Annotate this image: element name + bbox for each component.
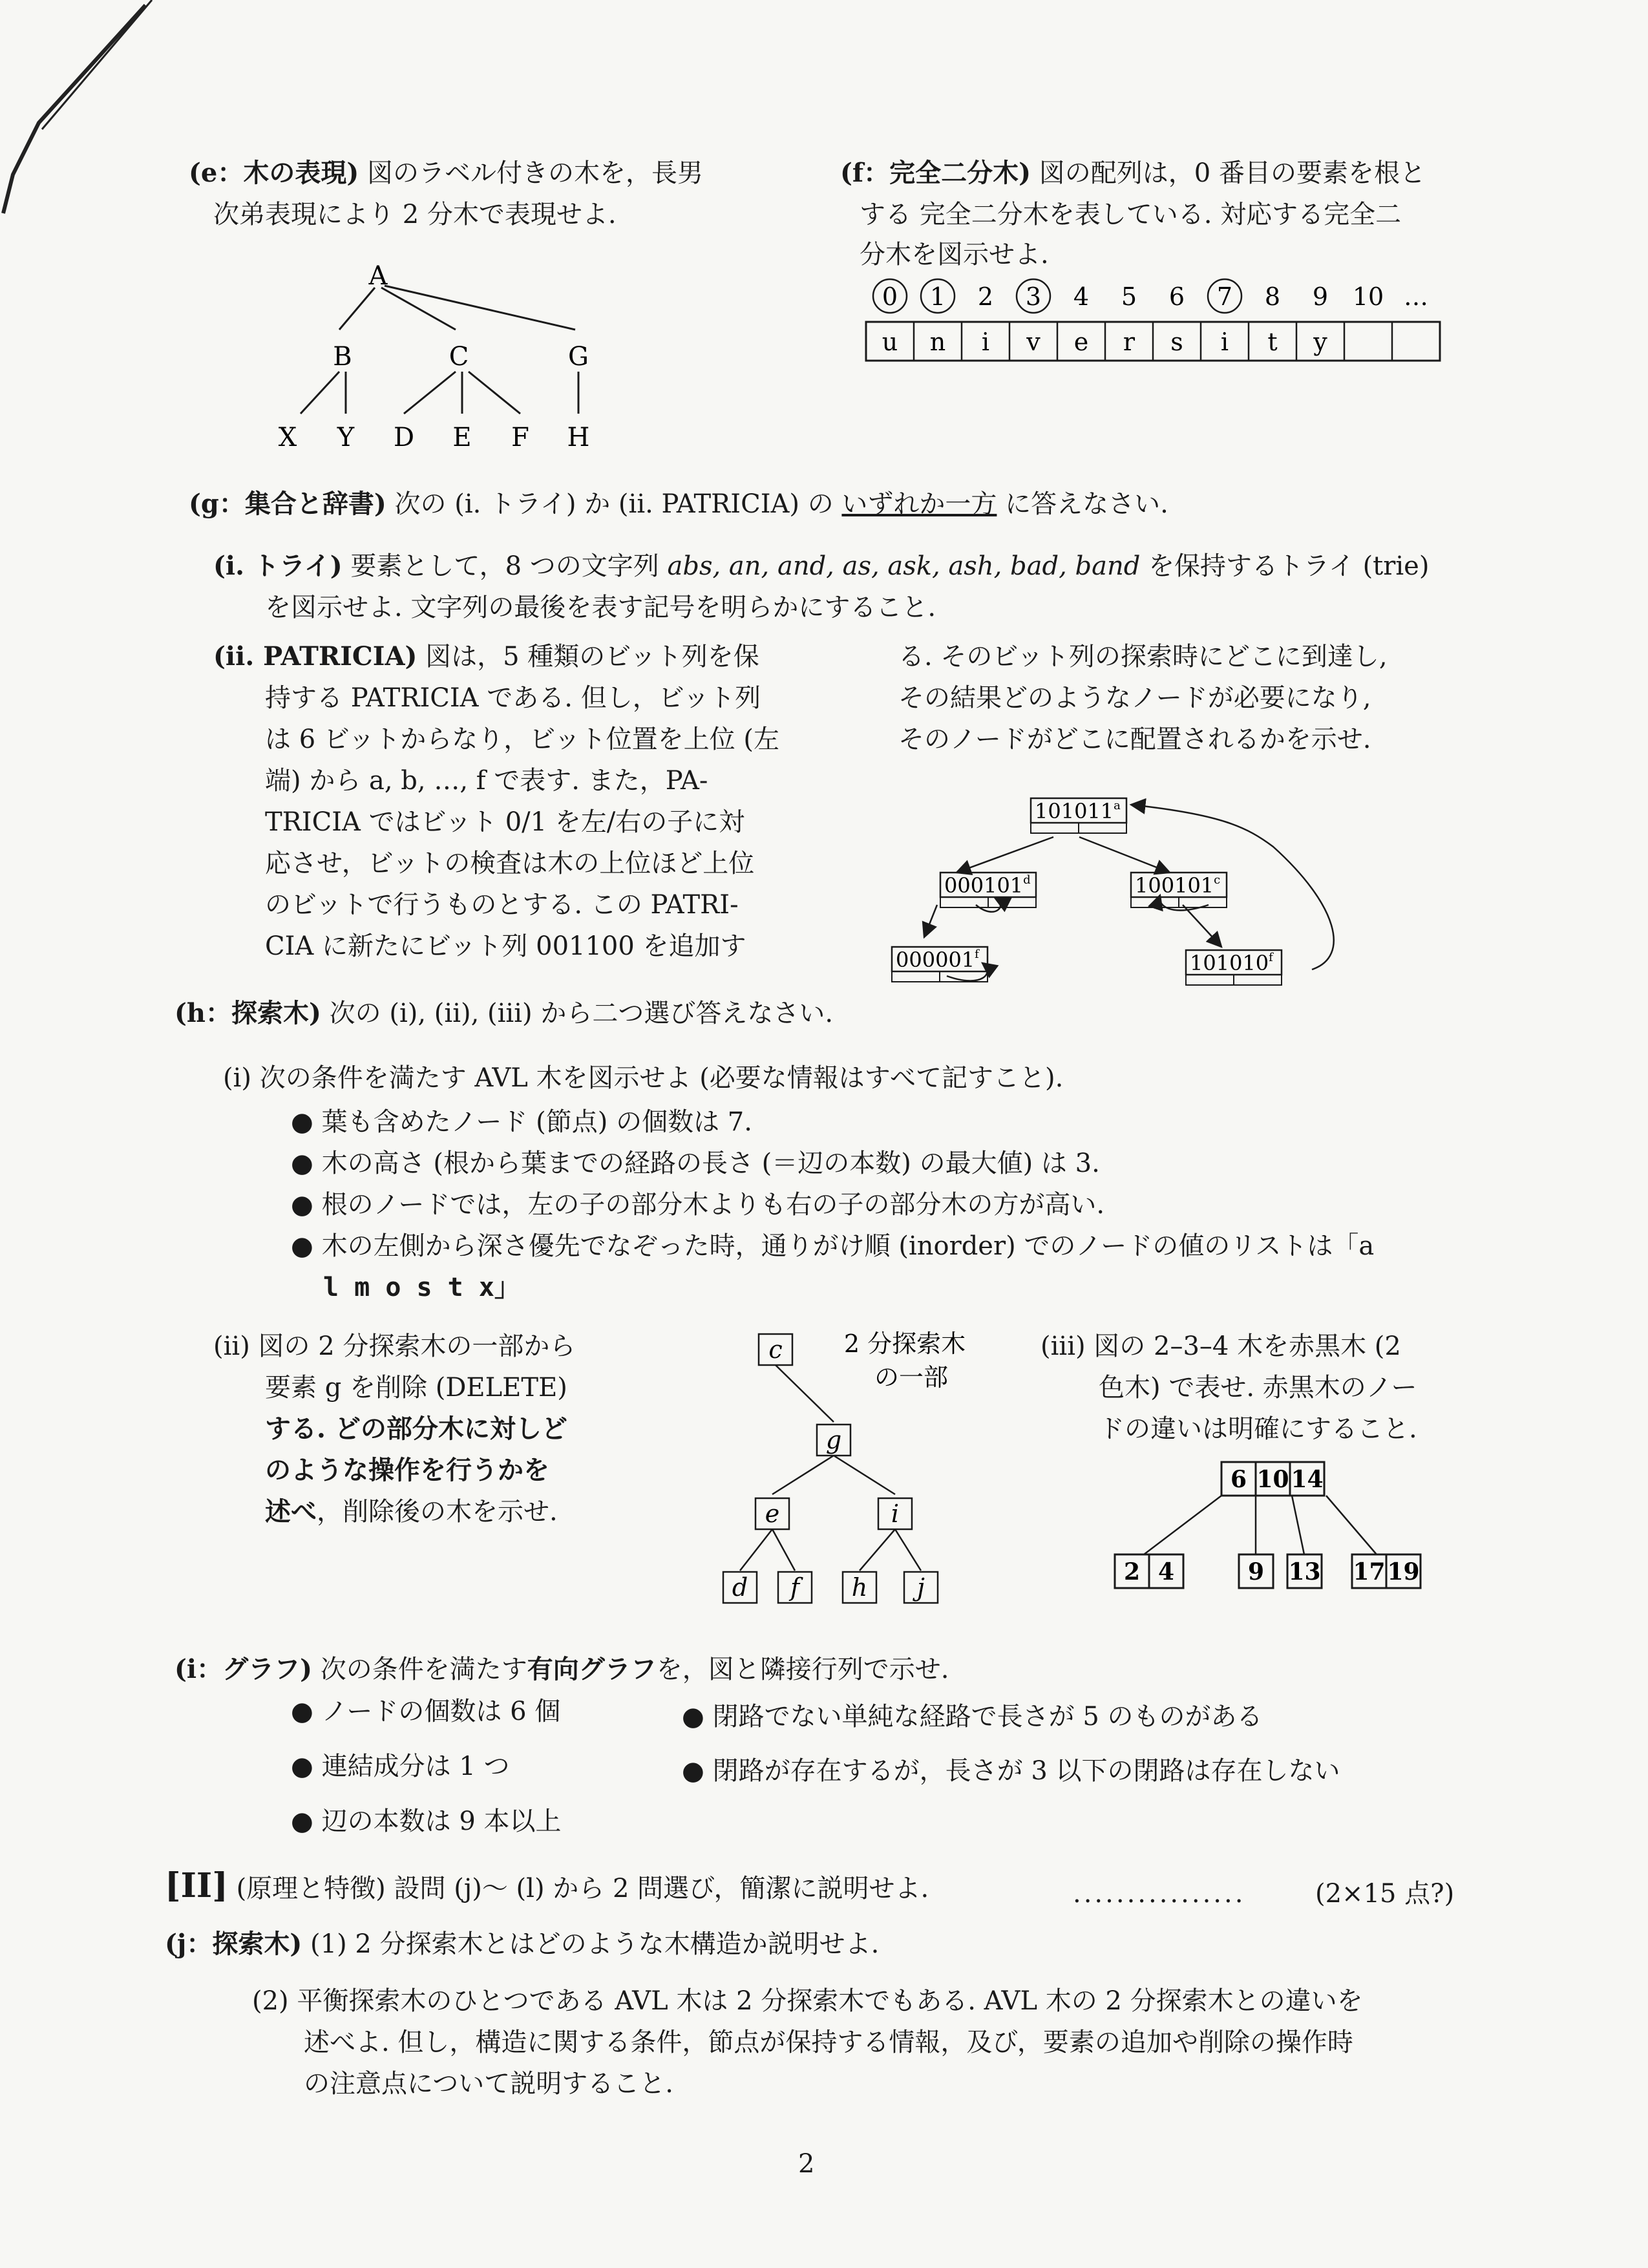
i-col1-1: ● 連結成分は 1 つ <box>291 1752 510 1781</box>
array-index-0: 0 <box>882 282 898 311</box>
f-heading <box>840 155 1426 191</box>
h-iii-line1: 色木) で表せ. 赤黒木のノー <box>1099 1373 1417 1403</box>
II-dots: ................ <box>1073 1879 1246 1909</box>
g-i-label: (i. トライ) <box>213 551 343 581</box>
g-ii-left-6: のビットで行うものとする. この PATRI- <box>265 890 739 920</box>
array-index-5: 5 <box>1121 282 1137 311</box>
t234-leaf3-key-17: 17 <box>1353 1558 1386 1585</box>
g-ii-label: (ii. PATRICIA) <box>213 641 417 672</box>
g-intro-a: 次の (i. トライ) か (ii. PATRICIA) の <box>394 489 834 519</box>
corner-scan-mark <box>0 0 168 271</box>
g-i-line1 <box>213 548 1429 584</box>
f-line1: 図の配列は，0 番目の要素を根と <box>1039 158 1426 188</box>
array-cell-0: u <box>882 328 898 356</box>
patricia-node-label-2: 100101$^c$ <box>1135 873 1221 898</box>
e-heading <box>189 155 703 191</box>
g-heading <box>189 486 1168 522</box>
array-cell-6: s <box>1170 328 1183 356</box>
i-col2-0-text: 閉路でない単純な経路で長さが 5 のものがある <box>712 1702 1263 1732</box>
j-q2-2: の注意点について説明すること. <box>304 2069 673 2099</box>
i-intro-c: を，図と隣接行列で示せ. <box>656 1655 949 1684</box>
h-ii-line0: (ii) 図の 2 分探索木の一部から <box>213 1331 576 1361</box>
h-iii-line2: ドの違いは明確にすること. <box>1099 1414 1417 1444</box>
array-index-2: 2 <box>977 282 994 311</box>
h-ii-tail: ，削除後の木を示せ. <box>317 1497 558 1527</box>
array-cell-9: y <box>1313 328 1327 356</box>
g-ii-left-5: 応させ，ビットの検査は木の上位ほど上位 <box>265 849 755 878</box>
g-i-words: abs, an, and, as, ask, ash, bad, band <box>667 551 1141 581</box>
t234-leaf2-key-13: 13 <box>1288 1558 1321 1585</box>
tree-node-H: H <box>567 423 590 452</box>
j-q2-1: 述べよ. 但し，構造に関する条件，節点が保持する情報，及び，要素の追加や削除の操作時 <box>304 2028 1353 2057</box>
h-i-line: (i) 次の条件を満たす AVL 木を図示せよ (必要な情報はすべて記すこと). <box>223 1063 1064 1093</box>
array-index-9: 9 <box>1312 282 1329 311</box>
t234-leaf3-key-19: 19 <box>1387 1558 1420 1585</box>
h-bullet-1-text: 木の高さ (根から葉までの経路の長さ (＝辺の本数) の最大値) は 3. <box>321 1149 1100 1178</box>
array-cell-2: i <box>981 328 990 356</box>
g-i-line2: を図示せよ. 文字列の最後を表す記号を明らかにすること. <box>265 593 936 622</box>
h-ii-line-last <box>265 1494 558 1530</box>
g-ii-left-3: 端) から a, b, …, f で表す. また，PA- <box>265 766 708 796</box>
f-line3: 分木を図示せよ. <box>860 240 1049 270</box>
array-cell-7: i <box>1220 328 1229 356</box>
bst-node-i: i <box>891 1500 900 1528</box>
g-ii-right-2: そのノードがどこに配置されるかを示せ. <box>898 725 1371 754</box>
II-text: (原理と特徴) 設問 (j)～ (l) から 2 問選び，簡潔に説明せよ. <box>236 1874 929 1903</box>
i-heading <box>174 1651 949 1688</box>
h-heading <box>174 995 833 1032</box>
t234-root-key-6: 6 <box>1230 1466 1247 1493</box>
bst-node-f: f <box>790 1573 800 1602</box>
array-index-7: 7 <box>1216 282 1233 311</box>
bst-node-e: e <box>765 1500 780 1528</box>
tree-node-X: X <box>278 423 297 452</box>
II-score: (2×15 点?) <box>1315 1879 1455 1909</box>
g-ii-left-2: は 6 ビットからなり，ビット位置を上位 (左 <box>265 725 779 754</box>
h-iii-line0: (iii) 図の 2–3–4 木を赤黒木 (2 <box>1041 1331 1401 1361</box>
array-cell-4: e <box>1073 328 1089 356</box>
g-label: (g：集合と辞書) <box>189 489 386 519</box>
tree-node-G: G <box>568 342 589 372</box>
g-i-text-b: を保持するトライ (trie) <box>1148 551 1430 581</box>
e-tree-diagram <box>259 252 633 465</box>
array-cell-8: t <box>1267 328 1278 356</box>
h-bullet-3-text: 木の左側から深さ優先でなぞった時，通りがけ順 (inorder) でのノードの値のリストは「a <box>321 1231 1375 1261</box>
patricia-node-sup-0: a <box>1114 799 1121 812</box>
patricia-node-sup-2: c <box>1214 873 1221 887</box>
t234-leaf0-key-2: 2 <box>1123 1558 1141 1585</box>
patricia-node-label-3: 000001$^f$ <box>896 948 979 972</box>
array-cell-3: v <box>1026 328 1041 356</box>
i-col2-1-text: 閉路が存在するが，長さが 3 以下の閉路は存在しない <box>712 1756 1340 1786</box>
e-line1: 図のラベル付きの木を，長男 <box>367 158 704 188</box>
i-label: (i：グラフ) <box>174 1654 313 1684</box>
i-col2-0: ● 閉路でない単純な経路で長さが 5 のものがある <box>682 1702 1263 1732</box>
g-ii-right-1: その結果どのようなノードが必要になり, <box>898 683 1371 713</box>
tree-node-A: A <box>368 261 388 291</box>
tree-node-Y: Y <box>337 423 355 452</box>
h-bullet-2-text: 根のノードでは，左の子の部分木よりも右の子の部分木の方が高い. <box>321 1190 1105 1220</box>
h-ii-bold0: する. どの部分木に対しど <box>265 1414 567 1444</box>
array-index-1: 1 <box>929 282 946 311</box>
t234-leaf0-key-4: 4 <box>1157 1558 1175 1585</box>
i-col2-1: ● 閉路が存在するが，長さが 3 以下の閉路は存在しない <box>682 1756 1340 1786</box>
array-index-11: … <box>1404 282 1428 311</box>
bst-caption-2: の一部 <box>874 1363 949 1392</box>
h-bullet-0: ● 葉も含めたノード (節点) の個数は 7. <box>291 1107 752 1137</box>
h-bullet-cont: l m o s t x」 <box>323 1273 520 1302</box>
f-label: (f：完全二分木) <box>840 158 1031 188</box>
patricia-node-label-1: 000101$^d$ <box>944 873 1031 898</box>
patricia-node-sup-4: f <box>1269 951 1273 964</box>
tree-node-E: E <box>452 423 472 452</box>
h-bullet-1: ● 木の高さ (根から葉までの経路の長さ (＝辺の本数) の最大値) は 3. <box>291 1149 1100 1178</box>
e-line2: 次弟表現により 2 分木で表現せよ. <box>213 200 617 229</box>
array-index-4: 4 <box>1073 282 1090 311</box>
array-cell-1: n <box>929 328 946 356</box>
t234-root-key-10: 10 <box>1256 1466 1289 1493</box>
f-array-diagram <box>860 271 1480 368</box>
h-ii-bold1: のような操作を行うかを <box>265 1455 549 1485</box>
g-intro-underline: いずれか一方 <box>841 489 997 519</box>
g-ii-left-0: 図は，5 種類のビット列を保 <box>425 642 759 672</box>
i-col1-2: ● 辺の本数は 9 本以上 <box>291 1807 562 1836</box>
tree-node-C: C <box>449 342 469 372</box>
II-num: [II] <box>165 1866 228 1905</box>
array-index-3: 3 <box>1025 282 1042 311</box>
e-label: (e：木の表現) <box>189 158 359 188</box>
h-bullet-0-text: 葉も含めたノード (節点) の個数は 7. <box>321 1107 752 1137</box>
bst-caption-1: 2 分探索木 <box>843 1330 966 1358</box>
II-heading <box>165 1868 929 1907</box>
g-ii-right-0: る. そのビット列の探索時にどこに到達し, <box>898 642 1388 672</box>
bst-node-d: d <box>732 1573 748 1602</box>
g-ii-left-1: 持する PATRICIA である. 但し，ビット列 <box>265 683 761 713</box>
j-q1: (1) 2 分探索木とはどのような木構造か説明せよ. <box>310 1929 880 1959</box>
g-ii-line1 <box>213 639 759 675</box>
bst-node-h: h <box>851 1573 868 1602</box>
g-i-text-a: 要素として，8 つの文字列 <box>350 551 659 581</box>
page-number: 2 <box>798 2149 815 2179</box>
bst-node-g: g <box>825 1426 842 1454</box>
h-ii-bold2: 述べ <box>265 1496 317 1527</box>
i-col1-1-text: 連結成分は 1 つ <box>321 1752 510 1781</box>
tree-234-diagram <box>1099 1454 1435 1609</box>
array-cell-5: r <box>1123 328 1136 356</box>
bst-node-c: c <box>768 1335 783 1364</box>
patricia-diagram <box>885 776 1351 1008</box>
patricia-node-sup-1: d <box>1023 873 1031 887</box>
i-col1-0-text: ノードの個数は 6 個 <box>321 1697 561 1726</box>
g-intro-b: に答えなさい. <box>1005 489 1168 519</box>
i-intro-a: 次の条件を満たす <box>320 1655 527 1684</box>
f-line2: する 完全二分木を表している. 対応する完全二 <box>860 200 1402 229</box>
g-ii-left-7: CIA に新たにビット列 001100 を追加す <box>265 931 746 961</box>
bst-diagram <box>704 1325 976 1622</box>
h-label: (h：探索木) <box>174 998 321 1028</box>
patricia-node-label-4: 101010$^f$ <box>1190 951 1273 975</box>
h-bullet-3: ● 木の左側から深さ優先でなぞった時，通りがけ順 (inorder) でのノードの値のリストは「a <box>291 1231 1375 1261</box>
array-index-6: 6 <box>1168 282 1185 311</box>
i-col1-0: ● ノードの個数は 6 個 <box>291 1697 561 1726</box>
i-col1-2-text: 辺の本数は 9 本以上 <box>321 1807 562 1836</box>
j-heading <box>165 1926 879 1962</box>
bst-node-j: j <box>917 1573 925 1602</box>
t234-root-key-14: 14 <box>1291 1466 1324 1493</box>
i-intro-b: 有向グラフ <box>527 1654 657 1684</box>
j-label: (j：探索木) <box>165 1929 302 1959</box>
array-index-8: 8 <box>1264 282 1281 311</box>
patricia-node-sup-3: f <box>975 948 979 961</box>
t234-leaf1-key-9: 9 <box>1247 1558 1265 1585</box>
patricia-node-label-0: 101011$^a$ <box>1035 799 1121 823</box>
tree-node-D: D <box>393 423 415 452</box>
h-ii-line1: 要素 g を削除 (DELETE) <box>265 1373 567 1403</box>
array-index-10: 10 <box>1352 282 1384 311</box>
j-q2-0: (2) 平衡探索木のひとつである AVL 木は 2 分探索木でもある. AVL 木の 2 分探索木との違いを <box>252 1986 1363 2016</box>
g-ii-left-4: TRICIA ではビット 0/1 を左/右の子に対 <box>265 807 745 837</box>
tree-node-B: B <box>333 342 352 372</box>
h-bullet-2: ● 根のノードでは，左の子の部分木よりも右の子の部分木の方が高い. <box>291 1190 1105 1220</box>
h-intro: 次の (i), (ii), (iii) から二つ選び答えなさい. <box>329 999 834 1028</box>
tree-node-F: F <box>511 423 529 452</box>
